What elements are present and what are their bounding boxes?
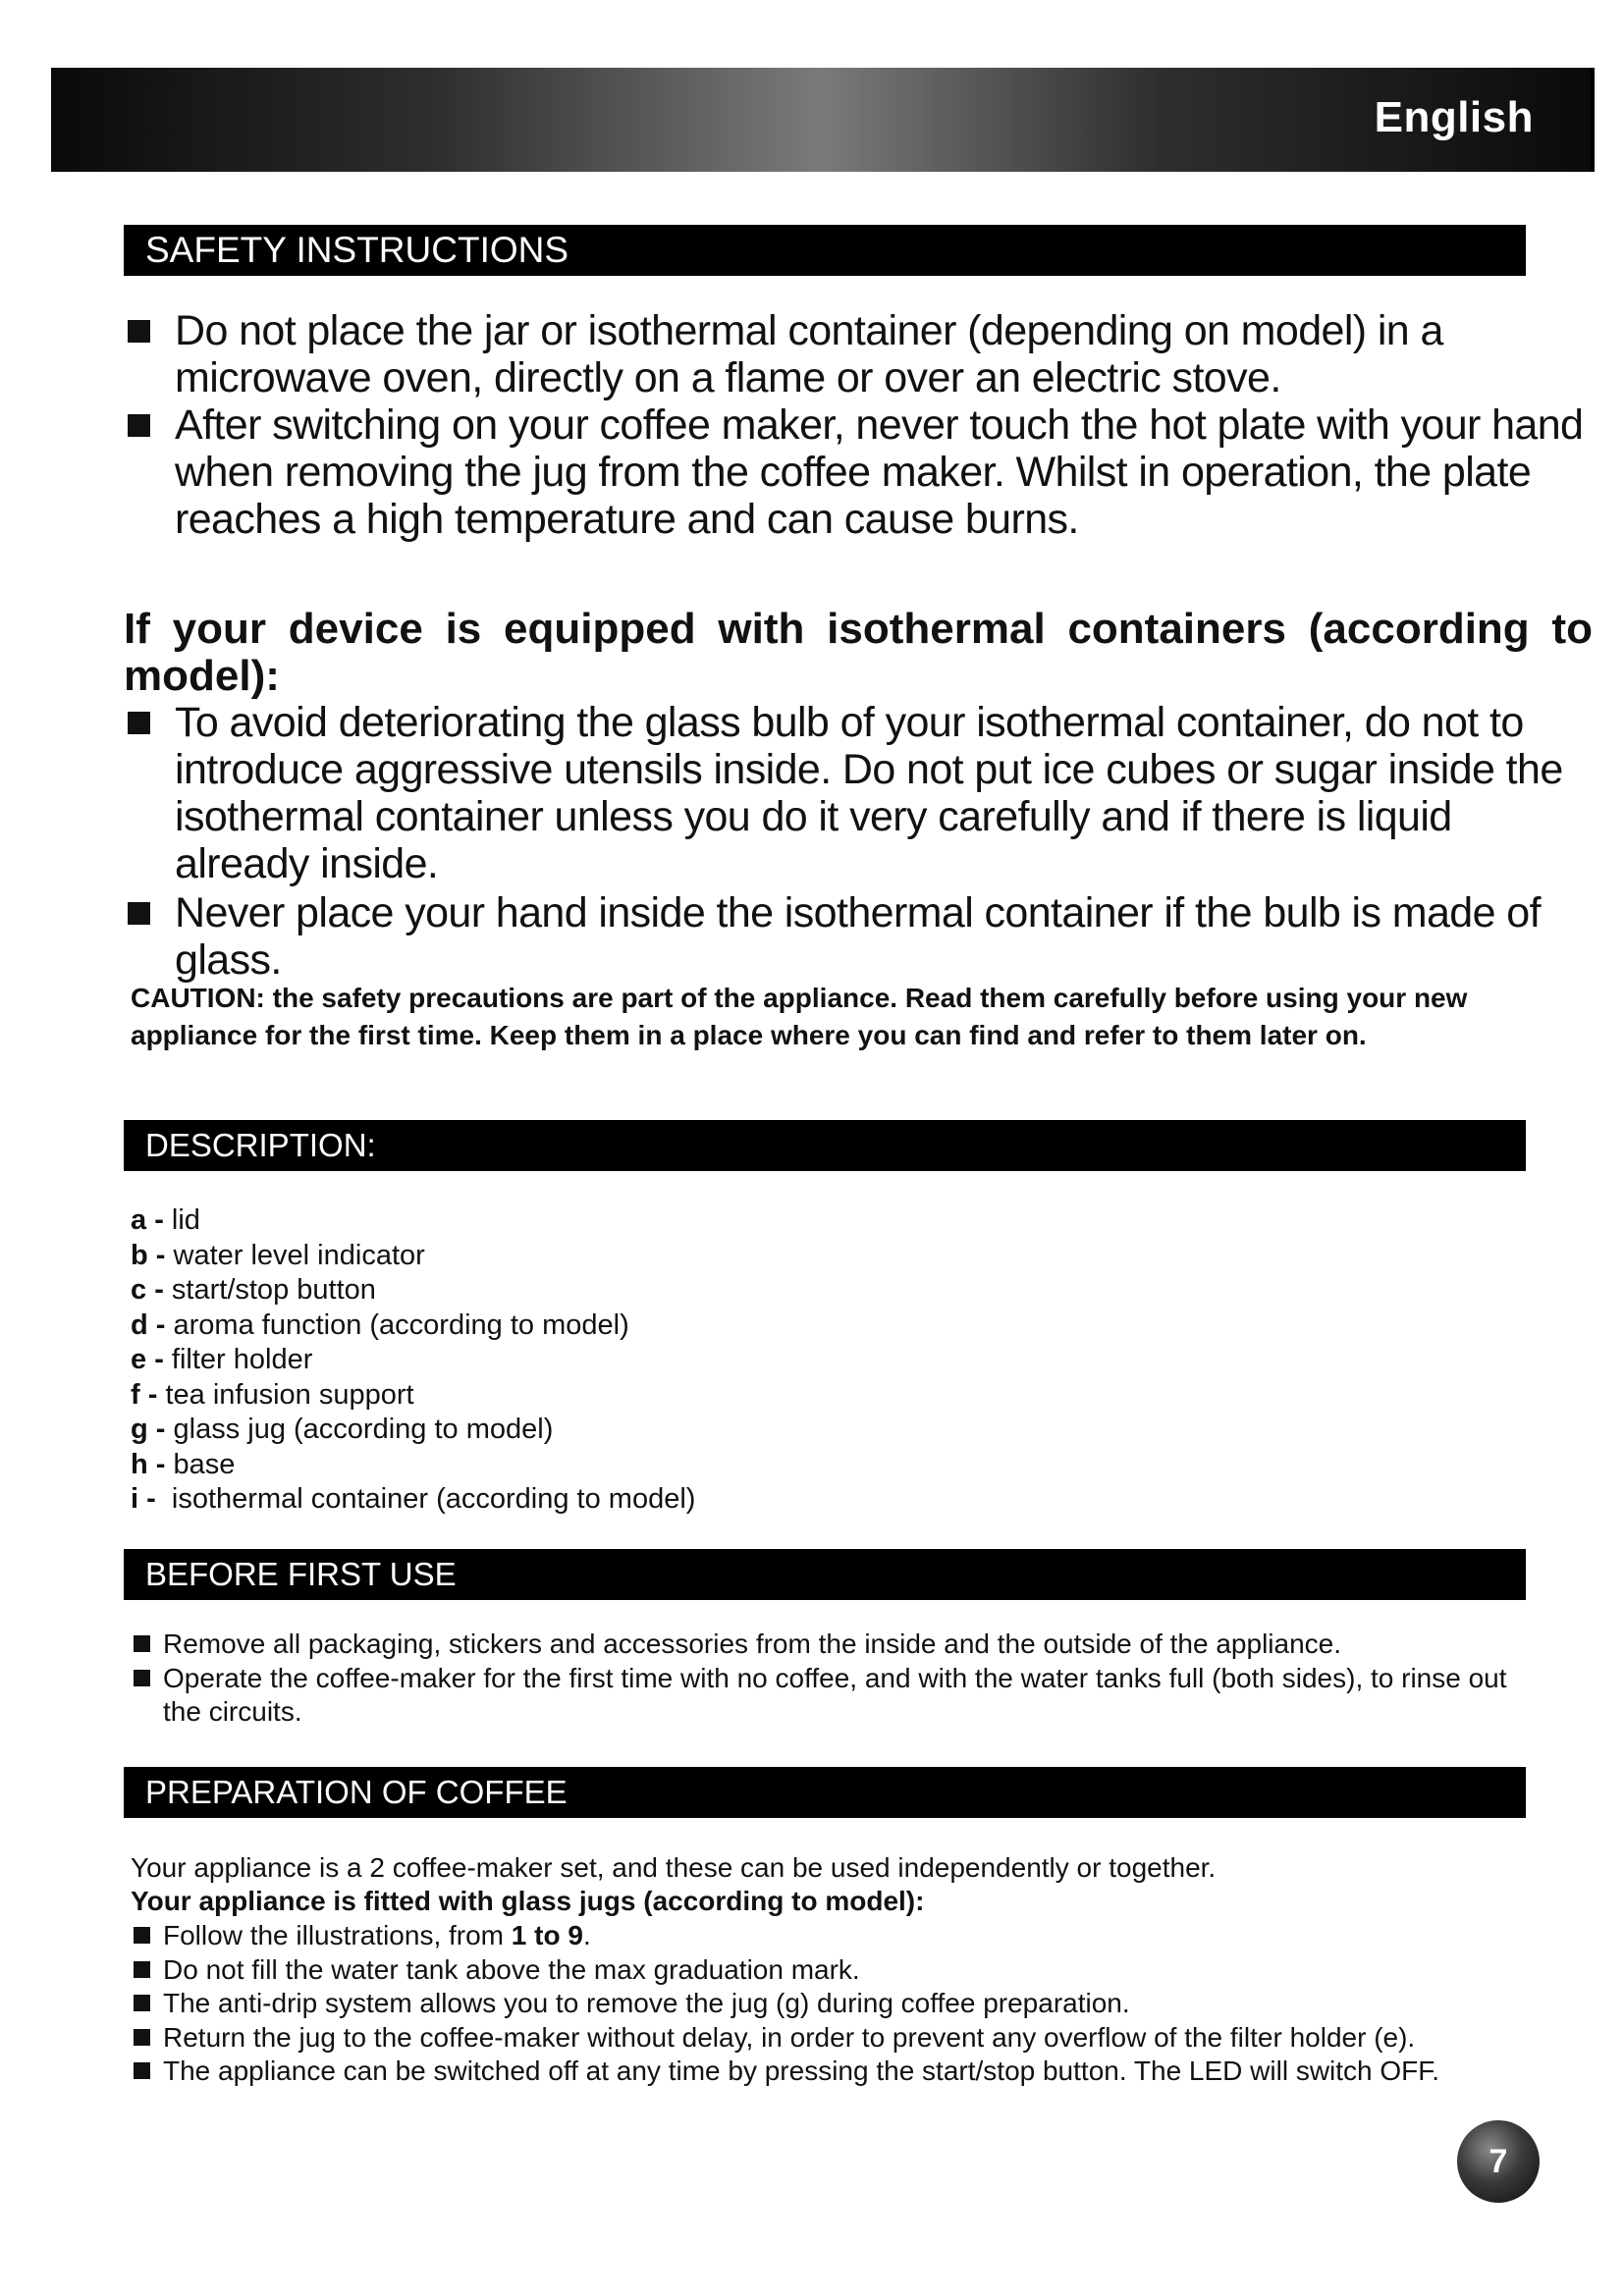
preparation-item: Follow the illustrations, from 1 to 9. <box>134 1919 1528 1953</box>
preparation-item: The appliance can be switched off at any time by pressing the start/stop button. The LED will switch OFF. <box>134 2055 1528 2089</box>
caution-notice: CAUTION: the safety precautions are part of the appliance. Read them carefully before using your new appliance for the first time. Keep them in a place where you can find and refer to them later on. <box>131 983 1468 1050</box>
language-banner <box>51 68 1595 172</box>
glass-jugs-heading: Your appliance is fitted with glass jugs (according to model): <box>131 1886 925 1916</box>
preparation-intro: Your appliance is a 2 coffee-maker set, and these can be used independently or together. <box>131 1852 1217 1883</box>
safety-item: After switching on your coffee maker, never touch the hot plate with your hand when removing the jug from the coffee maker. Whilst in operation, the plate reaches a high temperature and can cause burns. <box>124 401 1597 543</box>
description-item: b - water level indicator <box>131 1239 425 1271</box>
before-first-use-item: Operate the coffee-maker for the first time with no coffee, and with the water tanks full (both sides), to rinse out the circuits. <box>134 1662 1528 1730</box>
description-item: e - filter holder <box>131 1344 313 1375</box>
before-first-use-item: Remove all packaging, stickers and accessories from the inside and the outside of the appliance. <box>134 1628 1528 1662</box>
isothermal-item: Never place your hand inside the isothermal container if the bulb is made of glass. <box>124 889 1597 984</box>
description-list <box>131 1203 695 1518</box>
section-title-preparation: PREPARATION OF COFFEE <box>124 1767 1526 1818</box>
description-item: a - lid <box>131 1204 200 1236</box>
isothermal-heading: If your device is equipped with isothermal containers (according to model): <box>124 605 1593 700</box>
isothermal-list <box>124 699 1597 984</box>
preparation-item: Return the jug to the coffee-maker without delay, in order to prevent any overflow of the filter holder (e). <box>134 2021 1528 2056</box>
description-item: c - start/stop button <box>131 1274 376 1306</box>
section-title-safety: SAFETY INSTRUCTIONS <box>124 225 1526 276</box>
preparation-item: The anti-drip system allows you to remove the jug (g) during coffee preparation. <box>134 1987 1528 2021</box>
description-item: h - base <box>131 1448 236 1480</box>
preparation-list <box>134 1919 1528 2089</box>
safety-item: Do not place the jar or isothermal container (depending on model) in a microwave oven, directly on a flame or over an electric stove. <box>124 307 1597 401</box>
before-first-use-list <box>134 1628 1528 1730</box>
preparation-item: Do not fill the water tank above the max graduation mark. <box>134 1953 1528 1988</box>
page-number-badge: 7 <box>1457 2120 1540 2203</box>
description-item: f - tea infusion support <box>131 1378 414 1411</box>
section-title-description: DESCRIPTION: <box>124 1120 1526 1171</box>
safety-list <box>124 307 1597 543</box>
section-title-before-first-use: BEFORE FIRST USE <box>124 1549 1526 1600</box>
description-item: d - aroma function (according to model) <box>131 1308 629 1341</box>
description-item: i - isothermal container (according to model) <box>131 1483 696 1515</box>
description-item: g - glass jug (according to model) <box>131 1414 554 1445</box>
language-label: English <box>1374 93 1534 141</box>
isothermal-item: To avoid deteriorating the glass bulb of your isothermal container, do not to introduce aggressive utensils inside. Do not put ice cubes or sugar inside the isothermal container unless you do it very carefully and if there is liquid already inside. <box>124 699 1597 887</box>
